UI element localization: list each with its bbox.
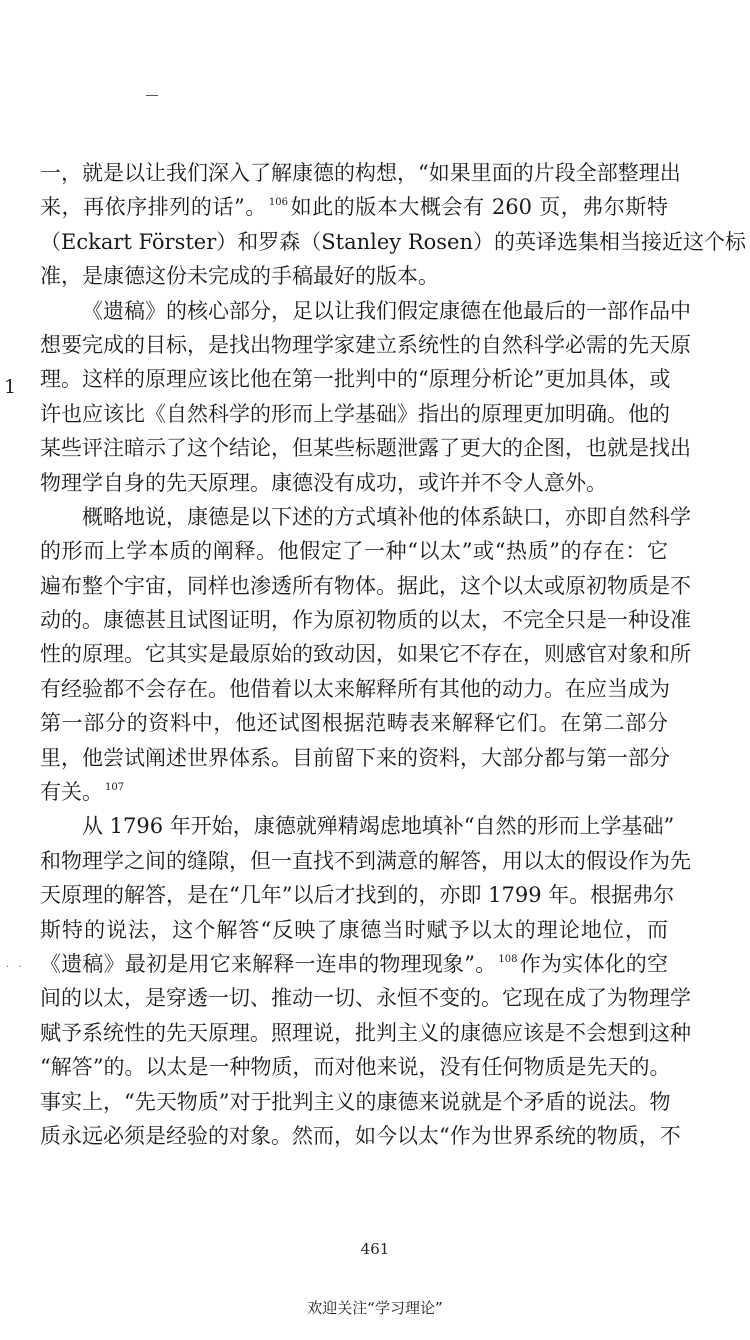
text-segment: 里，他尝试阐述世界体系。目前留下来的资料，大部分都与第一部分	[40, 745, 670, 770]
text-line	[40, 190, 668, 224]
text-line	[40, 431, 691, 465]
text-line	[40, 741, 668, 775]
text-segment: 来，再依序排列的话”。	[40, 195, 267, 220]
text-segment: 遍布整个宇宙，同样也渗透所有物体。据此，这个以太或原初物质是不	[40, 573, 691, 598]
text-segment: 天原理的解答，是在“几年”以后才找到的，亦即 1799 年。根据弗尔	[40, 883, 675, 908]
text-line	[40, 603, 691, 637]
margin-mark: 1	[4, 376, 17, 398]
text-line	[40, 947, 668, 981]
stray-mark	[146, 95, 158, 96]
text-segment: 动的。康德甚且试图证明，作为原初物质的以太，不完全只是一种设准	[40, 608, 691, 633]
text-line	[40, 981, 691, 1015]
text-segment: 《遗稿》的核心部分，足以让我们假定康德在他最后的一部作品中	[82, 298, 691, 323]
footnote-ref[interactable]: 108	[498, 953, 518, 965]
margin-dots: · ·	[6, 962, 25, 973]
text-line	[40, 672, 668, 706]
paragraph	[40, 809, 691, 1153]
text-line	[40, 1050, 671, 1084]
text-line	[40, 534, 668, 568]
text-segment: 作为实体化的空	[519, 951, 669, 976]
text-segment: 概略地说，康德是以下述的方式填补他的体系缺口，亦即自然科学	[82, 504, 691, 529]
text-line	[40, 500, 691, 534]
text-line	[40, 878, 675, 912]
text-segment: 一，就是以让我们深入了解康德的构想，“如果里面的片段全部整理出	[40, 161, 681, 185]
text-line	[40, 362, 671, 396]
text-line	[40, 775, 668, 809]
text-segment: 斯特的说法，这个解答“反映了康德当时赋予以太的理论地位，而	[40, 917, 668, 942]
text-segment: 事实上，“先天物质”对于批判主义的康德来说就是个矛盾的说法。物	[40, 1089, 671, 1114]
text-line	[40, 844, 691, 878]
paragraph	[40, 500, 691, 810]
text-line	[40, 809, 675, 843]
text-segment: 物理学自身的先天原理。康德没有成功，或许并不令人意外。	[40, 470, 607, 495]
text-segment: （Eckart Förster）和罗森（Stanley Rosen）的英译选集相当接近这个标	[40, 229, 747, 254]
text-segment: 间的以太，是穿透一切、推动一切、永恒不变的。它现在成了为物理学	[40, 986, 691, 1011]
text-line	[40, 706, 668, 740]
text-segment: 《遗稿》最初是用它来解释一连串的物理现象”。	[40, 951, 497, 976]
text-line	[40, 1016, 691, 1050]
text-line	[40, 156, 681, 190]
paragraph	[40, 294, 691, 500]
text-line	[40, 397, 668, 431]
text-segment: 准，是康德这份未完成的手稿最好的版本。	[40, 264, 439, 289]
text-segment: 赋予系统性的先天原理。照理说，批判主义的康德应该是不会想到这种	[40, 1020, 691, 1045]
paragraph	[40, 156, 747, 294]
text-segment: 如此的版本大概会有 260 页，弗尔斯特	[290, 195, 668, 220]
footnote-ref[interactable]: 106	[268, 197, 289, 209]
text-line	[40, 913, 668, 947]
text-segment: 和物理学之间的缝隙，但一直找不到满意的解答，用以太的假设作为先	[40, 848, 691, 873]
body-text	[40, 156, 747, 1153]
text-segment: 许也应该比《自然科学的形而上学基础》指出的原理更加明确。他的	[40, 401, 670, 426]
text-line	[40, 328, 691, 362]
text-segment: 想要完成的目标，是找出物理学家建立系统性的自然科学必需的先天原	[40, 332, 691, 357]
text-line	[40, 259, 668, 293]
text-line	[40, 1119, 681, 1153]
text-segment: 某些评注暗示了这个结论，但某些标题泄露了更大的企图，也就是找出	[40, 436, 691, 461]
text-segment: 从 1796 年开始，康德就殚精竭虑地填补“自然的形而上学基础”	[82, 814, 675, 839]
text-line	[40, 225, 747, 259]
text-line	[40, 1085, 671, 1119]
text-line	[40, 294, 691, 328]
footnote-ref[interactable]: 107	[105, 782, 125, 794]
text-segment: 第一部分的资料中，他还试图根据范畴表来解释它们。在第二部分	[40, 711, 668, 736]
text-line	[40, 637, 691, 671]
text-segment: 有关。	[40, 780, 103, 805]
text-segment: 的形而上学本质的阐释。他假定了一种“以太”或“热质”的存在：它	[40, 539, 668, 564]
footer-note: 欢迎关注“学习理论”	[307, 1299, 443, 1317]
text-line	[40, 466, 668, 500]
page-number: 461	[360, 1240, 390, 1258]
text-segment: 性的原理。它其实是最原始的致动因，如果它不存在，则感官对象和所	[40, 642, 691, 667]
text-line	[40, 569, 691, 603]
text-segment: 质永远必须是经验的对象。然而，如今以太“作为世界系统的物质，不	[40, 1123, 681, 1148]
text-segment: 理。这样的原理应该比他在第一批判中的“原理分析论”更加具体，或	[40, 367, 671, 392]
text-segment: “解答”的。以太是一种物质，而对他来说，没有任何物质是先天的。	[40, 1055, 671, 1080]
text-segment: 有经验都不会存在。他借着以太来解释所有其他的动力。在应当成为	[40, 676, 670, 701]
